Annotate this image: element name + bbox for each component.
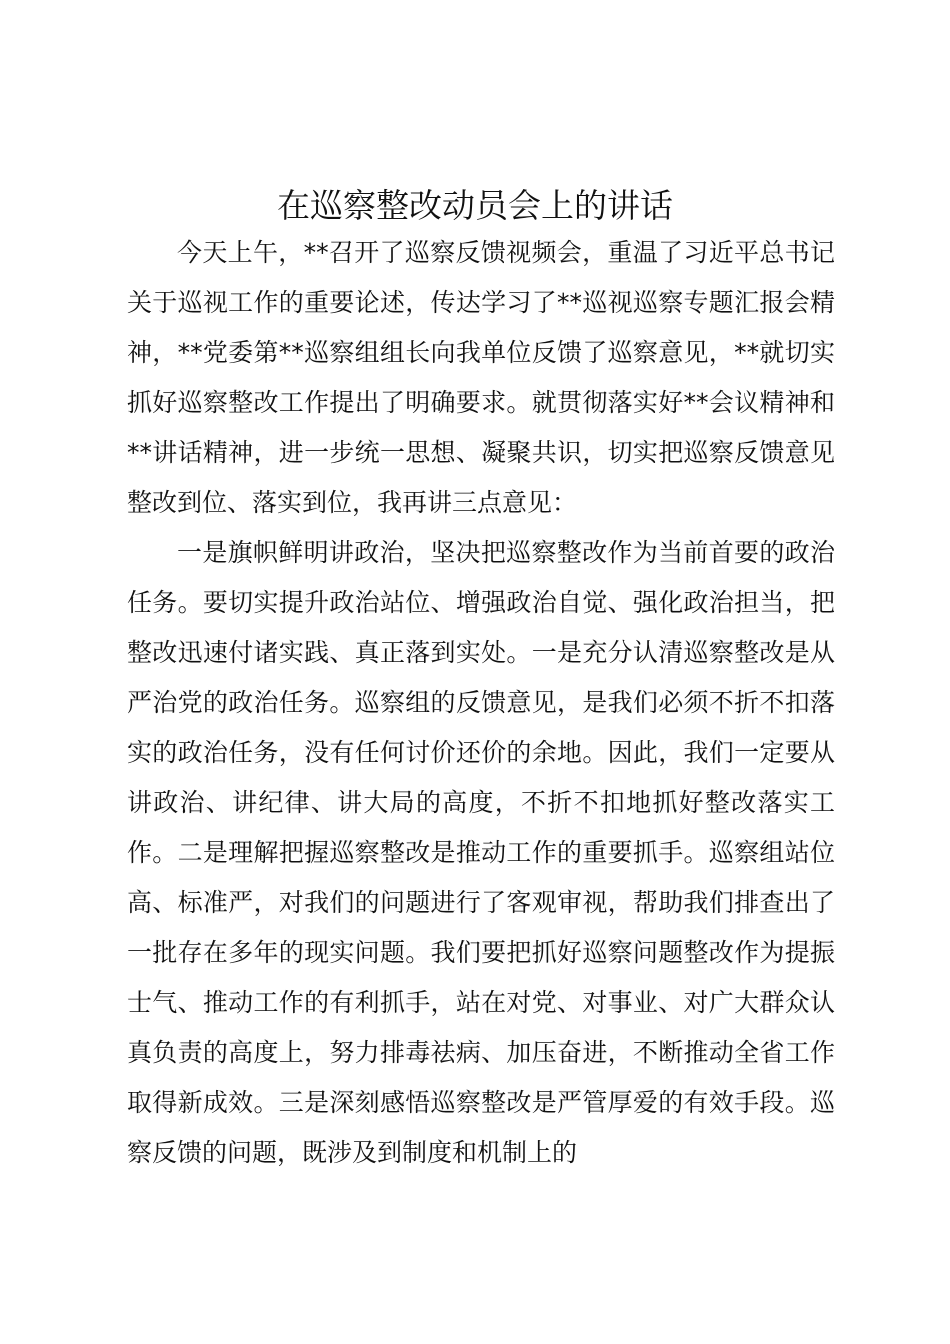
- paragraph-point-one: 一是旗帜鲜明讲政治，坚决把巡察整改作为当前首要的政治任务。要切实提升政治站位、增强政治自觉、强化政治担当，把整改迅速付诸实践、真正落到实处。一是充分认清巡察整改是从严治党的政治任务。巡察组的反馈意见，是我们必须不折不扣落实的政治任务，没有任何讨价还价的余地。因此，我们一定要从讲政治、讲纪律、讲大局的高度，不折不扣地抓好整改落实工作。二是理解把握巡察整改是推动工作的重要抓手。巡察组站位高、标准严，对我们的问题进行了客观审视，帮助我们排查出了一批存在多年的现实问题。我们要把抓好巡察问题整改作为提振士气、推动工作的有利抓手，站在对党、对事业、对广大群众认真负责的高度上，努力排毒祛病、加压奋进，不断推动全省工作取得新成效。三是深刻感悟巡察整改是严管厚爱的有效手段。巡察反馈的问题，既涉及到制度和机制上的: [127, 538, 835, 1167]
- paragraph-intro: 今天上午，**召开了巡察反馈视频会，重温了习近平总书记关于巡视工作的重要论述，传达学习了**巡视巡察专题汇报会精神，**党委第**巡察组组长向我单位反馈了巡察意见，**就切实抓好巡察整改工作提出了明确要求。就贯彻落实好**会议精神和**讲话精神，进一步统一思想、凝聚共识，切实把巡察反馈意见整改到位、落实到位，我再讲三点意见：: [127, 238, 835, 517]
- document-body: [127, 228, 835, 1178]
- document-title: 在巡察整改动员会上的讲话: [277, 186, 673, 225]
